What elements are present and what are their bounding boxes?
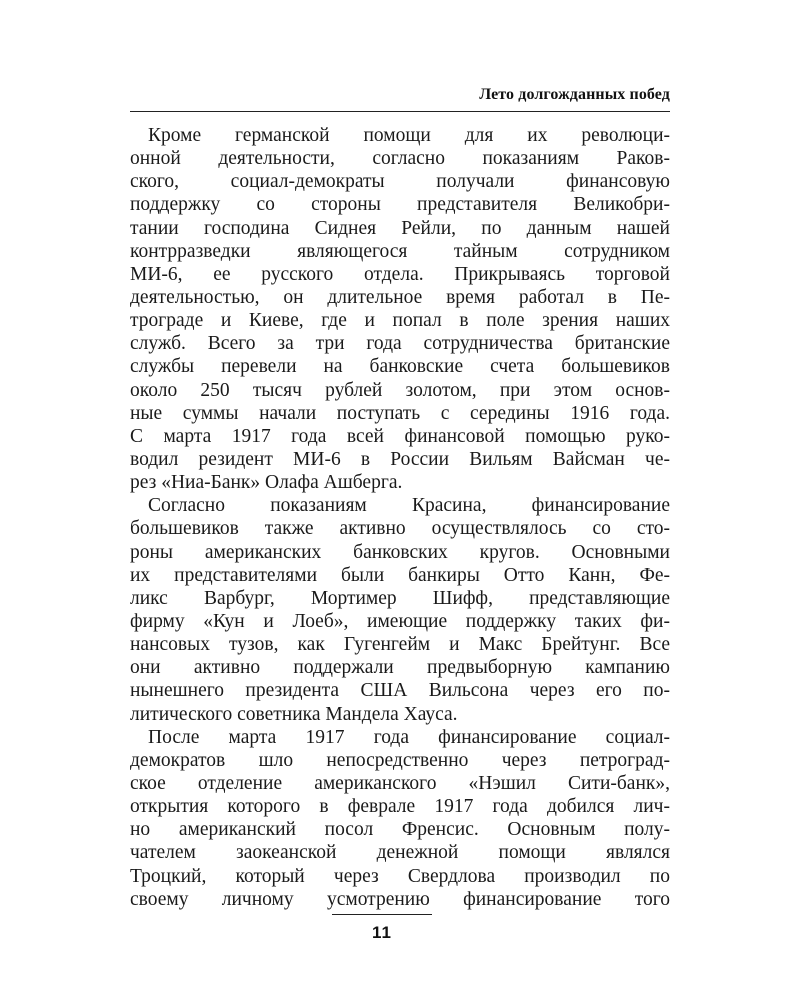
body-line: С марта 1917 года всей финансовой помощью руко- — [130, 425, 670, 447]
body-line: Троцкий, который через Свердлова производил по — [130, 865, 670, 887]
body-line: ского, социал-демократы получали финансовую — [130, 171, 670, 193]
body-line: большевиков также активно осуществлялось со сто- — [130, 518, 670, 540]
body-line: трограде и Киеве, где и попал в поле зрения наших — [130, 310, 670, 332]
body-line: ные суммы начали поступать с середины 1916 года. — [130, 402, 670, 424]
body-text — [130, 124, 670, 911]
body-line: около 250 тысяч рублей золотом, при этом основ- — [130, 379, 670, 401]
body-line: демократов шло непосредственно через петроград- — [130, 749, 670, 771]
body-line: своему личному усмотрению финансирование того — [130, 888, 670, 910]
body-line: роны американских банковских кругов. Основными — [130, 541, 670, 563]
body-line: тании господина Сиднея Рейли, по данным нашей — [130, 217, 670, 239]
body-line: чателем заокеанской денежной помощи являлся — [130, 842, 670, 864]
body-line: служб. Всего за три года сотрудничества британские — [130, 333, 670, 355]
running-head-title: Лето долгожданных побед — [479, 86, 670, 103]
header-rule — [130, 111, 670, 112]
body-line: фирму «Кун и Лоеб», имеющие поддержку таких фи- — [130, 610, 670, 632]
body-line: водил резидент МИ-6 в России Вильям Вайсман че- — [130, 448, 670, 470]
body-line: открытия которого в феврале 1917 года добился лич- — [130, 796, 670, 818]
body-line: поддержку со стороны представителя Великобри- — [130, 194, 670, 216]
body-line: После марта 1917 года финансирование социал- — [148, 726, 670, 748]
body-line: МИ-6, ее русского отдела. Прикрываясь торговой — [130, 263, 670, 285]
body-line: их представителями были банкиры Отто Канн, Фе- — [130, 564, 670, 586]
footer-rule — [332, 914, 432, 915]
body-line: Кроме германской помощи для их революци- — [148, 125, 670, 146]
body-line: рез «Ниа-Банк» Олафа Ашберга. — [130, 472, 403, 494]
body-line: но американский посол Френсис. Основным полу- — [130, 819, 670, 841]
body-line: ское отделение американского «Нэшил Сити-банк», — [130, 772, 670, 794]
body-line: нынешнего президента США Вильсона через его по- — [130, 680, 670, 702]
body-line: службы перевели на банковские счета большевиков — [130, 356, 670, 378]
body-line: ликс Варбург, Мортимер Шифф, представляющие — [130, 587, 670, 609]
body-line: литического советника Мандела Хауса. — [130, 703, 458, 725]
body-line: онной деятельности, согласно показаниям Раков- — [130, 148, 670, 170]
body-line: контрразведки являющегося тайным сотрудником — [130, 240, 670, 262]
body-line: нансовых тузов, как Гугенгейм и Макс Брейтунг. Все — [130, 634, 670, 656]
body-line: деятельностью, он длительное время работал в Пе- — [130, 286, 670, 308]
page-number: 11 — [372, 923, 392, 942]
body-line: Согласно показаниям Красина, финансирование — [148, 495, 670, 517]
body-line: они активно поддержали предвыборную кампанию — [130, 657, 670, 679]
